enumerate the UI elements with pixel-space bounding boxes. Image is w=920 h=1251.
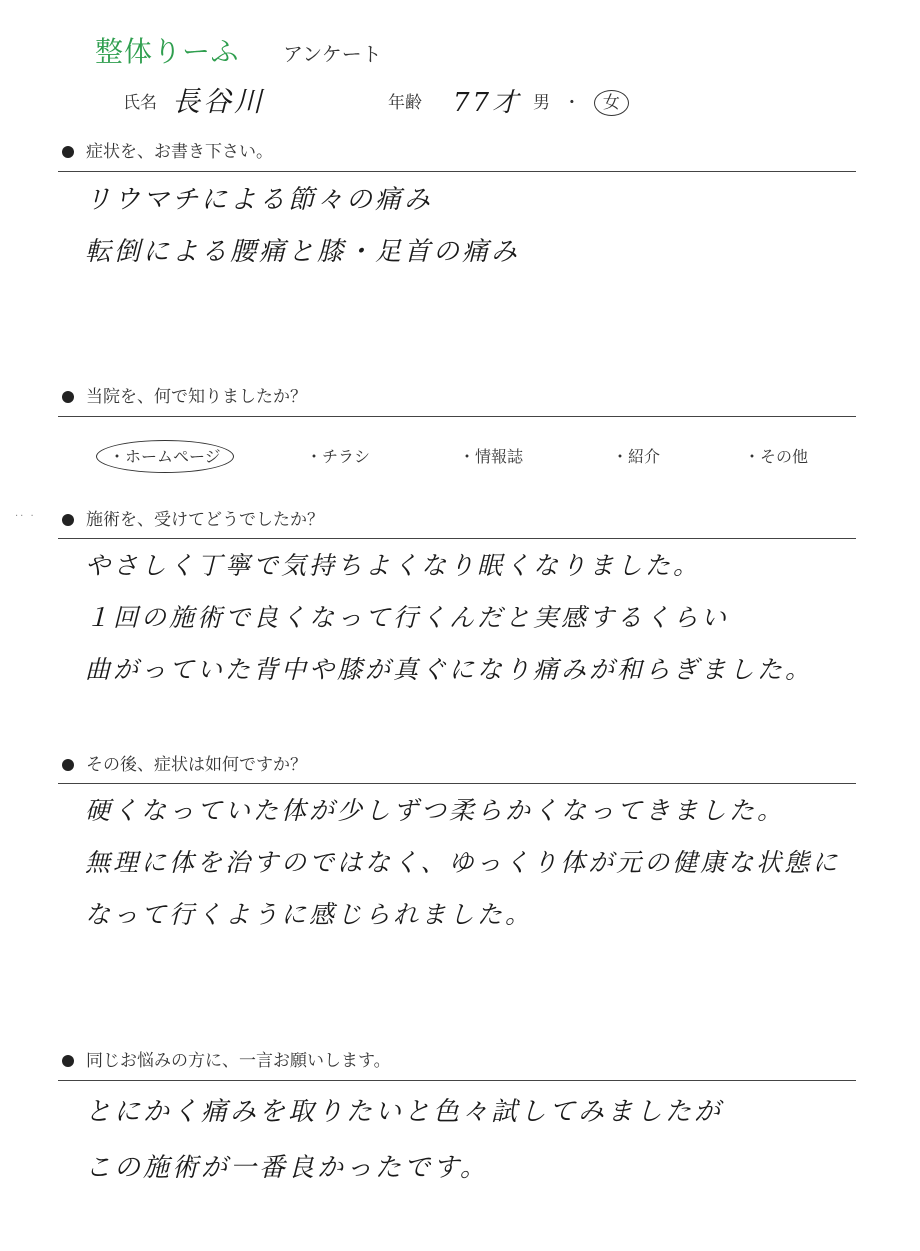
section-divider xyxy=(58,538,856,539)
section-divider xyxy=(58,783,856,784)
option-referral: ・紹介 xyxy=(612,447,661,466)
bullet-icon xyxy=(62,1055,74,1067)
bullet-icon xyxy=(62,146,74,158)
question-treatment-text: 施術を、受けてどうでしたか？ xyxy=(86,510,324,530)
gender-female: 女 xyxy=(594,90,629,116)
option-homepage-selected: ・ホームページ xyxy=(96,440,234,473)
question-after xyxy=(62,750,307,775)
question-source-text: 当院を、何で知りましたか？ xyxy=(86,387,307,407)
gender-male: 男 xyxy=(533,93,550,113)
document-type: アンケート xyxy=(283,42,382,66)
answer-line: 無理に体を治すのではなく、ゆっくり体が元の健康な状態に xyxy=(85,848,841,877)
name-value: 長谷川 xyxy=(172,85,266,118)
section-divider xyxy=(58,1080,856,1081)
question-message xyxy=(62,1046,391,1071)
gender-separator: ・ xyxy=(563,93,581,113)
gender-options xyxy=(533,88,629,113)
answer-line: 曲がっていた背中や膝が真ぐになり痛みが和らぎました。 xyxy=(85,655,814,684)
scan-speck: ·· · xyxy=(15,511,36,522)
question-symptoms-text: 症状を、お書き下さい。 xyxy=(86,142,273,162)
answer-symptoms xyxy=(85,174,520,278)
answer-after xyxy=(85,785,840,941)
question-message-text: 同じお悩みの方に、一言お願いします。 xyxy=(86,1051,391,1071)
name-label: 氏名 xyxy=(123,93,157,113)
answer-message xyxy=(85,1084,723,1196)
answer-line: 硬くなっていた体が少しずつ柔らかくなってきました。 xyxy=(85,796,786,825)
answer-line: 転倒による腰痛と膝・足首の痛み xyxy=(85,237,521,267)
question-treatment xyxy=(62,505,324,530)
option-flyer: ・チラシ xyxy=(306,447,371,466)
section-divider xyxy=(58,171,856,172)
answer-line: とにかく痛みを取りたいと色々試してみましたが xyxy=(85,1097,724,1127)
question-source xyxy=(62,382,307,407)
option-magazine: ・情報誌 xyxy=(459,447,524,466)
answer-line: なって行くように感じられました。 xyxy=(85,900,534,929)
answer-treatment xyxy=(85,540,813,696)
answer-line: やさしく丁寧で気持ちよくなり眠くなりました。 xyxy=(85,551,702,580)
bullet-icon xyxy=(62,759,74,771)
question-symptoms xyxy=(62,137,273,162)
question-after-text: その後、症状は如何ですか？ xyxy=(86,755,307,775)
answer-line: この施術が一番良かったです。 xyxy=(85,1153,489,1183)
option-other: ・その他 xyxy=(744,447,809,466)
answer-line: リウマチによる節々の痛み xyxy=(85,185,434,215)
bullet-icon xyxy=(62,514,74,526)
bullet-icon xyxy=(62,391,74,403)
section-divider xyxy=(58,416,856,417)
age-label: 年齢 xyxy=(388,93,422,113)
age-value: 77才 xyxy=(453,88,522,118)
answer-line: １回の施術で良くなって行くんだと実感するくらい xyxy=(85,603,730,632)
brand-title: 整体りーふ xyxy=(95,35,240,68)
option-homepage xyxy=(96,444,234,467)
